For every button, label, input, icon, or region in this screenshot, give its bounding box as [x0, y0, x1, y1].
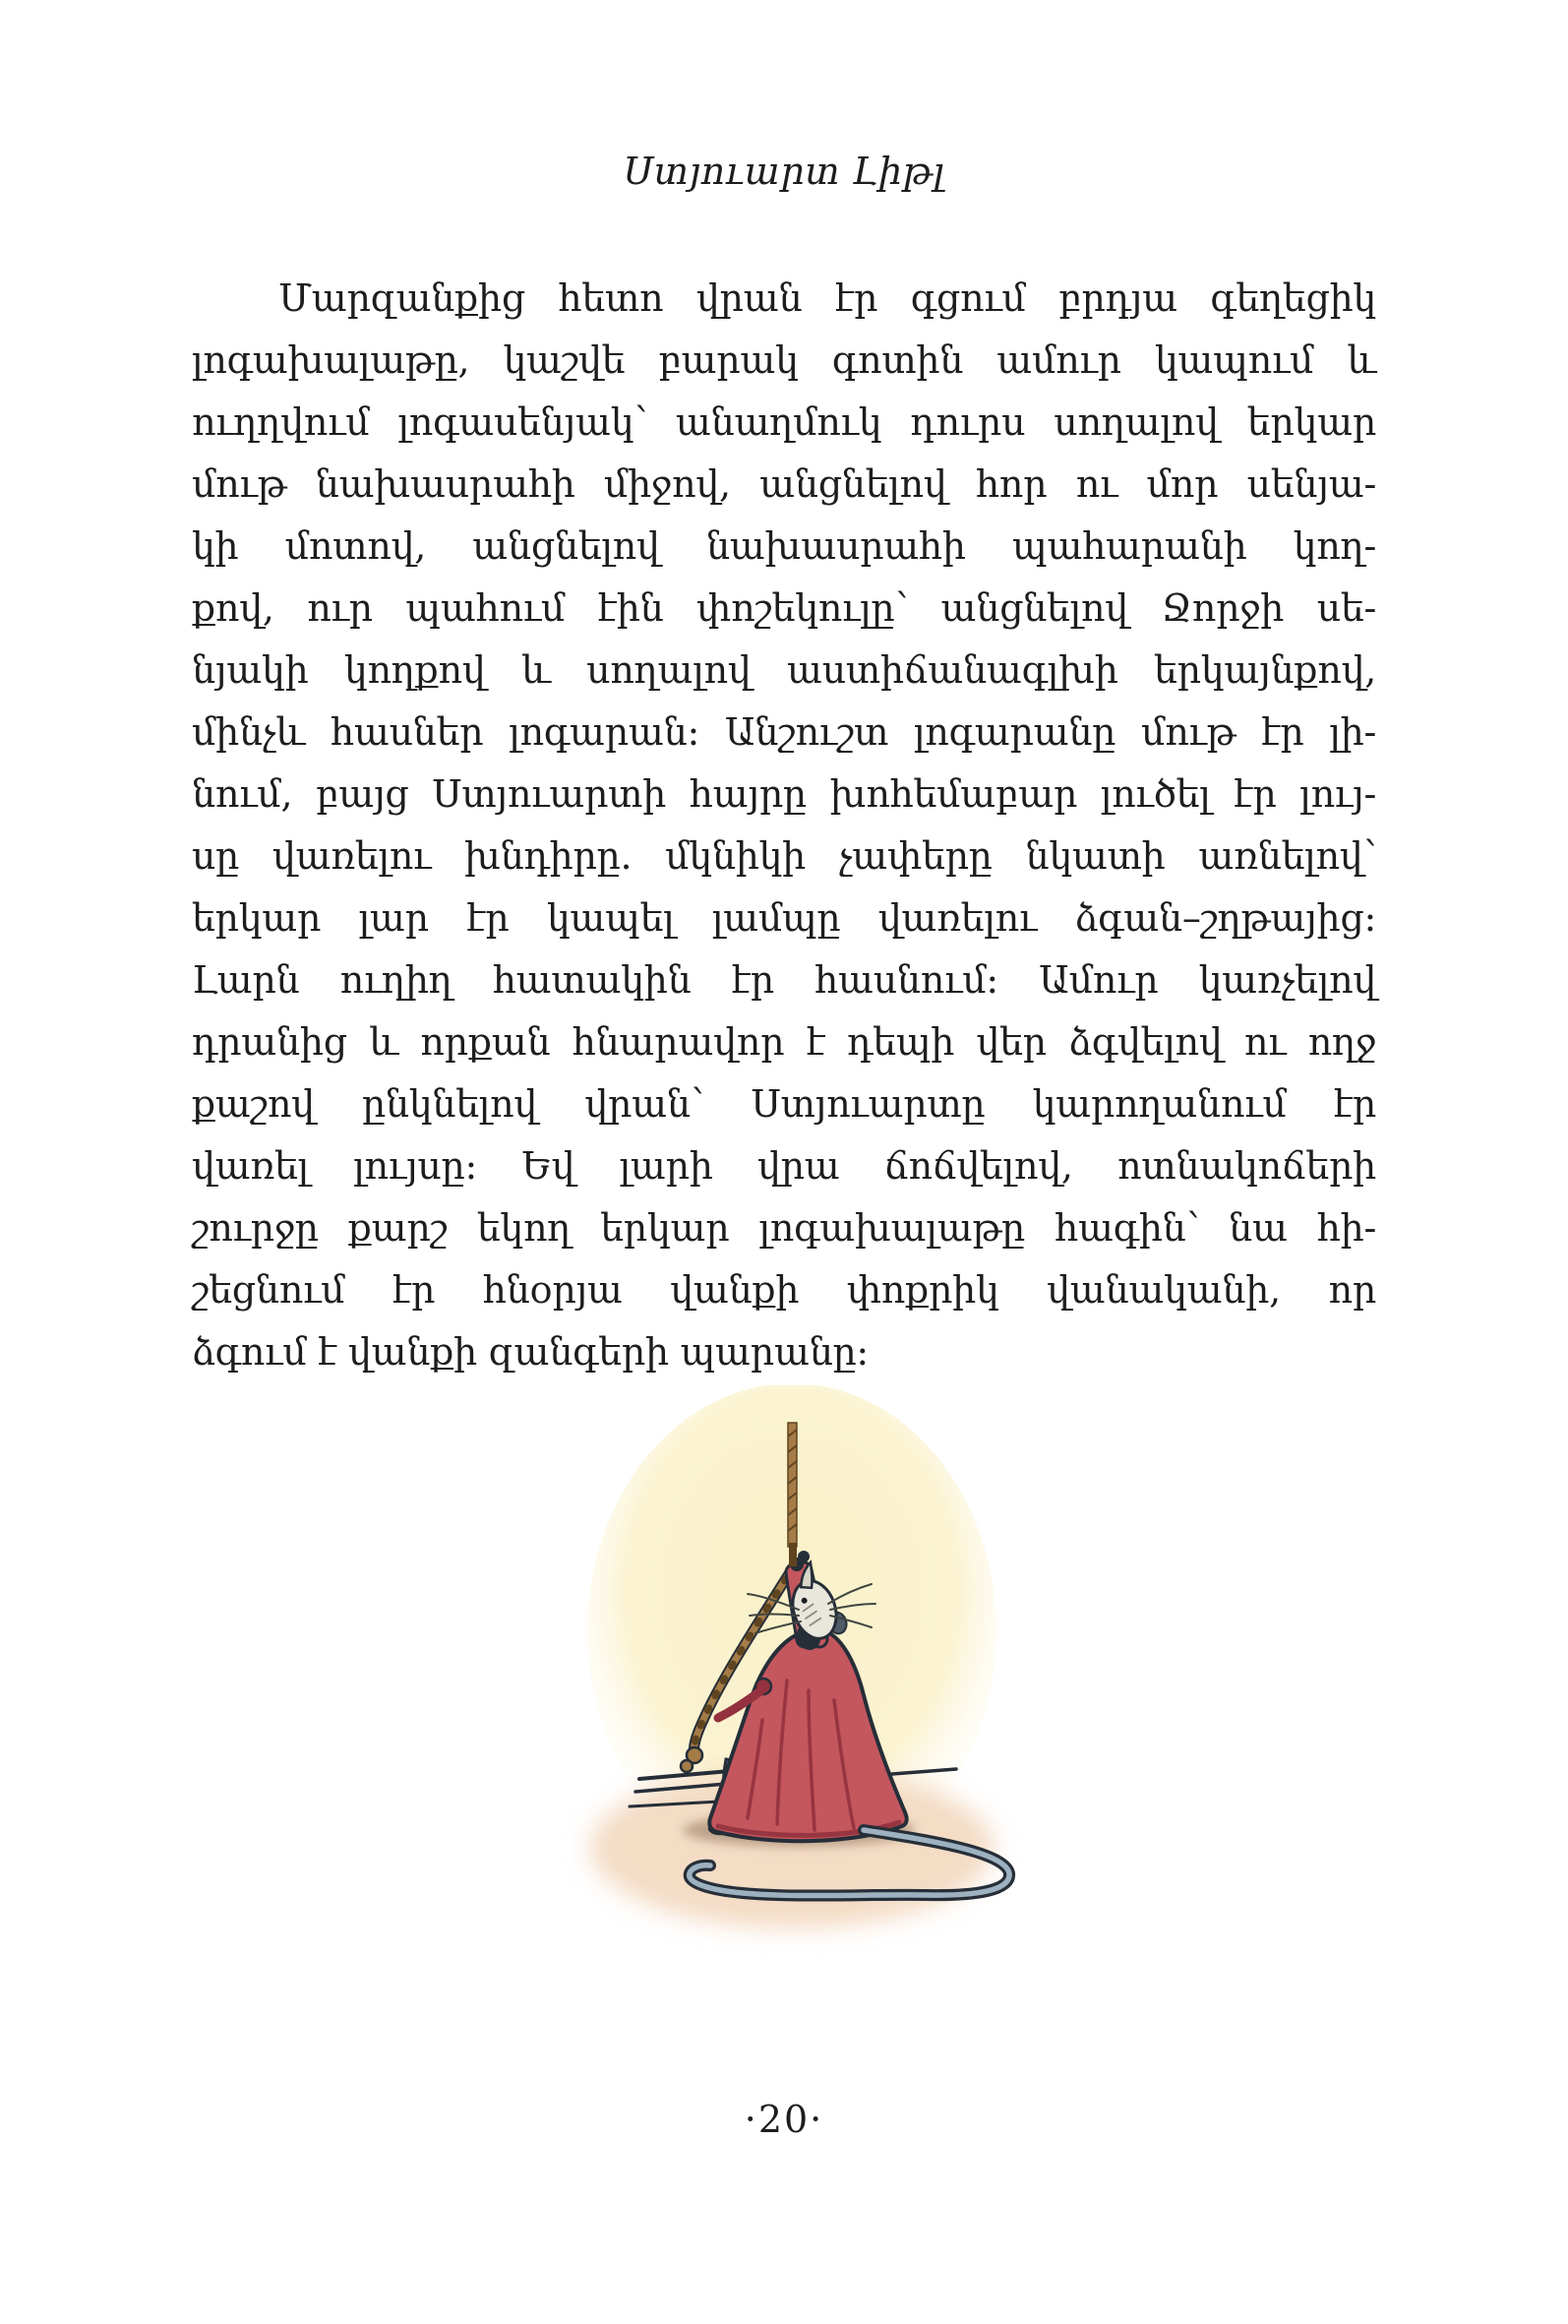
text-line: վառել լույսը: Եվ լարի վրա ճոճվելով, ոտնակոճերի [192, 1144, 1376, 1188]
text-line: քաշով ընկնելով վրան՝ Ստյուարտը կարողանում էր [192, 1082, 1376, 1126]
text-line: մութ նախասրահի միջով, անցնելով հոր ու մոր սենյա- [192, 462, 1376, 506]
text-line: կի մոտով, անցնելով նախասրահի պահարանի կող- [192, 524, 1376, 568]
stuart-little-rope-illustration [561, 1385, 1023, 1961]
paragraph [192, 268, 1376, 1383]
text-line: շեցնում էր հնօրյա վանքի փոքրիկ վանականի, որ [192, 1268, 1376, 1312]
page-number: ·20· [744, 2098, 824, 2141]
text-line: դրանից և որքան հնարավոր է դեպի վեր ձգվելով ու ողջ [192, 1020, 1376, 1064]
text-line: շուրջը քարշ եկող երկար լոգախալաթը հագին՝ նա հի- [192, 1206, 1376, 1250]
text-line: ձգում է վանքի զանգերի պարանը: [192, 1330, 869, 1374]
text-line: երկար լար էր կապել լամպը վառելու ձգան–շղթայից: [192, 896, 1376, 940]
text-line: մինչև հասներ լոգարան: Անշուշտ լոգարանը մութ էր լի- [192, 710, 1376, 754]
text-line: նում, բայց Ստյուարտի հայրը խոհեմաբար լուծել էր լույ- [192, 772, 1376, 816]
text-line: ուղղվում լոգասենյակ՝ անաղմուկ դուրս սողալով երկար [192, 400, 1376, 444]
text-line: լոգախալաթը, կաշվե բարակ գոտին ամուր կապում և [192, 338, 1376, 382]
text-line: քով, ուր պահում էին փոշեկուլը՝ անցնելով Ջորջի սե- [192, 586, 1376, 630]
text-line: սը վառելու խնդիրը. մկնիկի չափերը նկատի առնելով՝ [192, 834, 1376, 878]
pull-cord [788, 1423, 797, 1566]
text-line: նյակի կողքով և սողալով աստիճանագլխի երկայնքով, [192, 648, 1376, 692]
text-line: Լարն ուղիղ հատակին էր հասնում: Ամուր կառչելով [192, 958, 1376, 1002]
text-line: Մարզանքից հետո վրան էր գցում բրդյա գեղեցիկ [278, 276, 1376, 320]
running-head-title: Ստյուարտ Լիթլ [623, 150, 945, 193]
